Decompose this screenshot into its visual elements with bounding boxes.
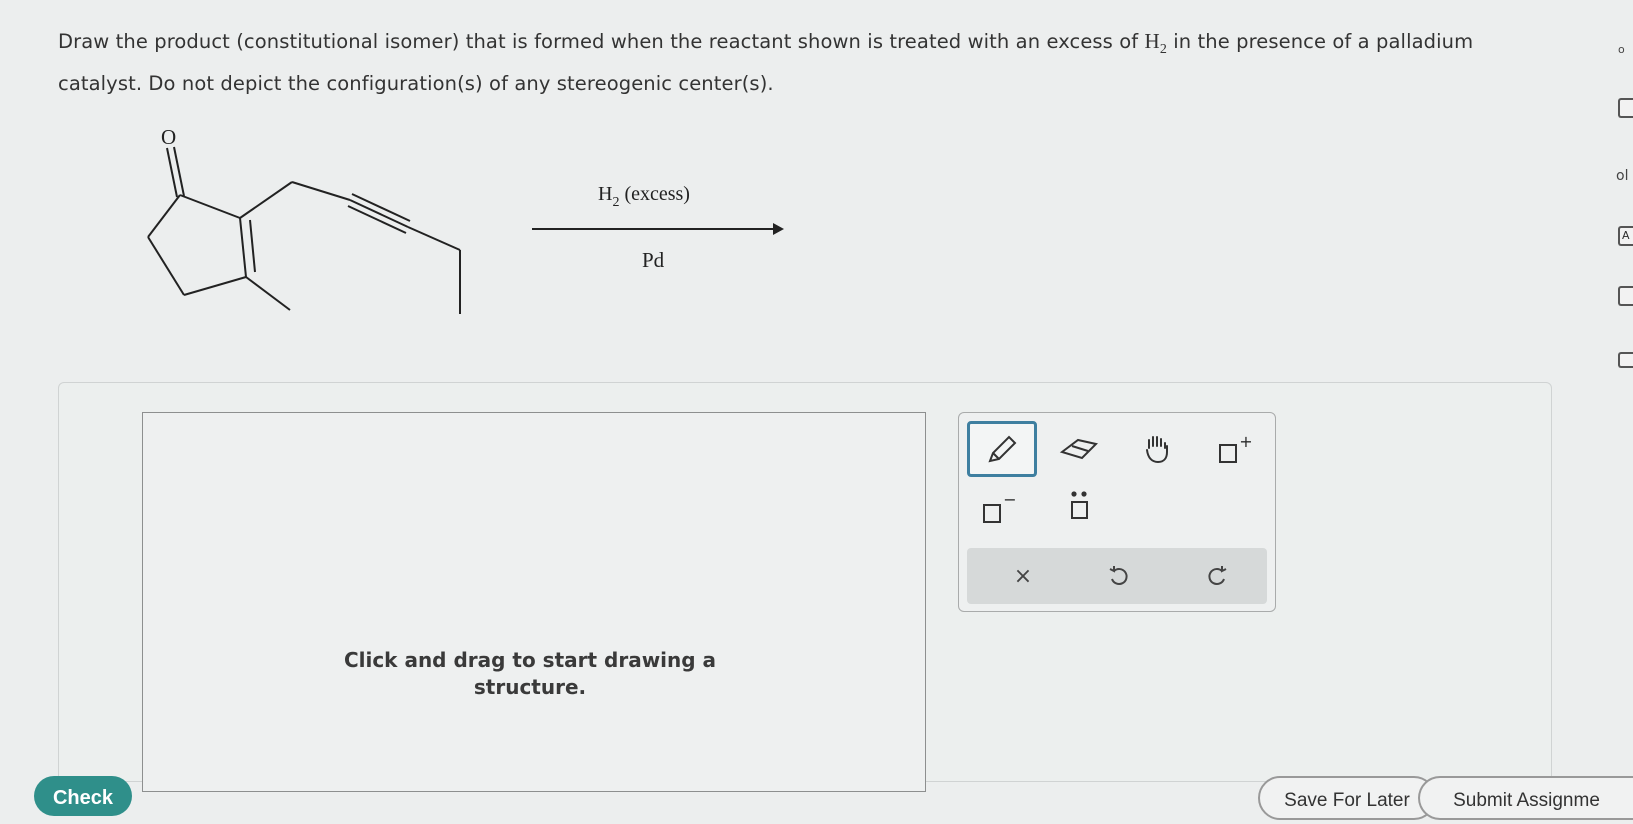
save-for-later-button[interactable]: Save For Later [1258,776,1436,820]
sidebar-text-icon[interactable]: A [1618,226,1633,246]
square-icon [1219,444,1237,463]
move-tool[interactable] [1125,423,1189,475]
eraser-icon [1058,434,1100,464]
redo-icon [1206,565,1228,587]
minus-icon: − [1003,489,1017,509]
sidebar-calculator-icon[interactable] [1618,286,1633,306]
eraser-tool[interactable] [1047,423,1111,475]
reagent-above: $H_2$ (excess) [598,183,690,210]
negative-charge-tool[interactable] [967,483,1031,535]
question-text-before: Draw the product (constitutional isomer) that is formed when the reactant shown is treated with an excess of [58,30,1145,53]
reactant-structure [148,147,460,314]
oxygen-label: O [161,125,177,149]
check-button[interactable]: Check [34,776,132,816]
question-text [58,24,1528,101]
plus-icon: + [1239,431,1253,451]
close-icon: × [1013,563,1033,589]
undo-button[interactable] [1099,556,1139,596]
square-icon [983,504,1001,523]
sidebar-chart-icon[interactable]: ol [1616,168,1629,184]
submit-assignment-button[interactable]: Submit Assignme [1418,776,1633,820]
lone-pair-icon [1064,485,1094,525]
hand-icon [1140,432,1174,466]
sidebar-notes-icon[interactable] [1618,98,1633,118]
question-text-after: in the presence of a palladium catalyst. Do not depict the configuration(s) of any stereogenic center(s). [58,30,1474,96]
clear-button[interactable] [1003,556,1043,596]
sidebar-mail-icon[interactable] [1618,352,1633,368]
sidebar-label-o[interactable]: o [1618,43,1625,56]
redo-button[interactable] [1197,556,1237,596]
reaction-scheme [120,120,820,340]
pencil-tool[interactable] [967,421,1037,477]
reagent-below: Pd [642,248,665,272]
lone-pair-tool[interactable] [1047,479,1111,531]
positive-charge-tool[interactable] [1203,423,1267,475]
drawing-canvas[interactable] [142,412,926,792]
canvas-hint: Click and drag to start drawing a structure. [343,648,717,699]
reaction-arrow [532,223,784,235]
undo-icon [1108,565,1130,587]
action-bar [967,548,1267,604]
reagent-formula: $H_2$ [1144,29,1167,58]
pencil-icon [984,431,1020,467]
drawing-toolbox [958,412,1276,612]
